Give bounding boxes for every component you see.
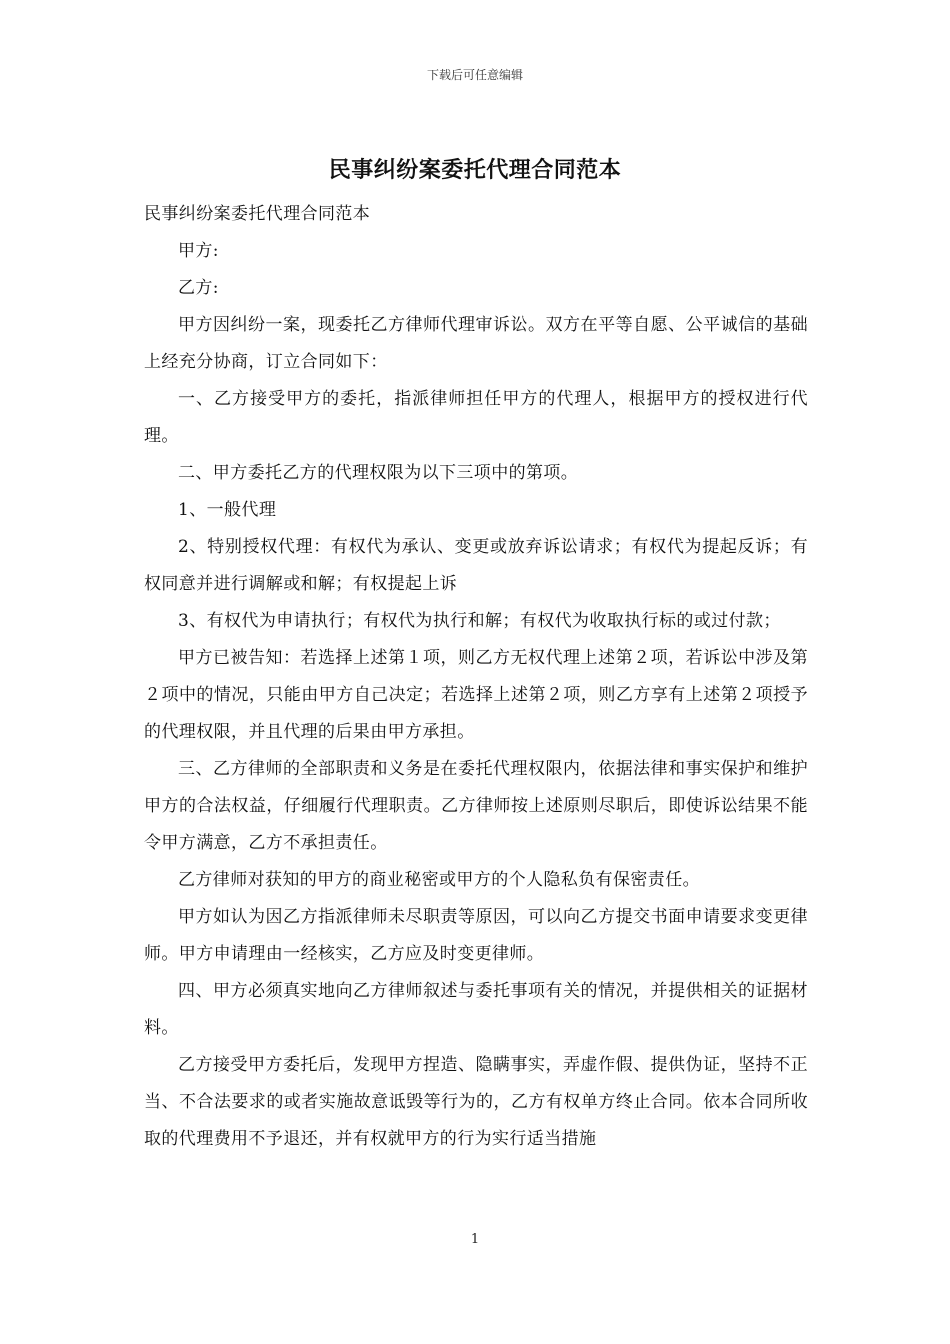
clause-2: 二、甲方委托乙方的代理权限为以下三项中的第项。 xyxy=(178,463,579,483)
party-a-line: 甲方: xyxy=(178,241,219,261)
party-b-line: 乙方: xyxy=(178,278,219,298)
page-number: 1 xyxy=(470,1232,480,1247)
paragraph-notice: 甲方已被告知：若选择上述第１项，则乙方无权代理上述第２项，若诉讼中涉及第２项中的情况，只能由甲方自己决定；若选择上述第２项，则乙方享有上述第２项授予的代理权限，并且代理的后果由甲方承担。 xyxy=(144,648,808,742)
clause-2-item-2: 2、特别授权代理：有权代为承认、变更或放弃诉讼请求；有权代为提起反诉；有权同意并进行调解或和解；有权提起上诉 xyxy=(144,537,808,594)
header-note: 下载后可任意编辑 xyxy=(426,68,523,82)
clause-2-item-3: 3、有权代为申请执行；有权代为执行和解；有权代为收取执行标的或过付款； xyxy=(178,611,781,631)
clause-1: 一、乙方接受甲方的委托，指派律师担任甲方的代理人，根据甲方的授权进行代理。 xyxy=(144,389,808,446)
clause-4: 四、甲方必须真实地向乙方律师叙述与委托事项有关的情况，并提供相关的证据材料。 xyxy=(144,981,808,1038)
document-body xyxy=(144,196,808,1158)
paragraph-preamble: 甲方因纠纷一案，现委托乙方律师代理审诉讼。双方在平等自愿、公平诚信的基础上经充分协商，订立合同如下： xyxy=(144,315,808,372)
document-title: 民事纠纷案委托代理合同范本 xyxy=(328,157,622,183)
paragraph-subtitle: 民事纠纷案委托代理合同范本 xyxy=(144,204,371,224)
paragraph-termination: 乙方接受甲方委托后，发现甲方捏造、隐瞒事实，弄虚作假、提供伪证，坚持不正当、不合法要求的或者实施故意诋毁等行为的，乙方有权单方终止合同。依本合同所收取的代理费用不予退还，并有权就甲方的行为实行适当措施 xyxy=(144,1055,808,1149)
paragraph-change-lawyer: 甲方如认为因乙方指派律师未尽职责等原因，可以向乙方提交书面申请要求变更律师。甲方申请理由一经核实，乙方应及时变更律师。 xyxy=(144,907,808,964)
clause-3: 三、乙方律师的全部职责和义务是在委托代理权限内，依据法律和事实保护和维护甲方的合法权益，仔细履行代理职责。乙方律师按上述原则尽职后，即使诉讼结果不能令甲方满意，乙方不承担责任。 xyxy=(144,759,808,853)
paragraph-confidentiality: 乙方律师对获知的甲方的商业秘密或甲方的个人隐私负有保密责任。 xyxy=(178,870,700,890)
clause-2-item-1: 1、一般代理 xyxy=(178,500,277,520)
